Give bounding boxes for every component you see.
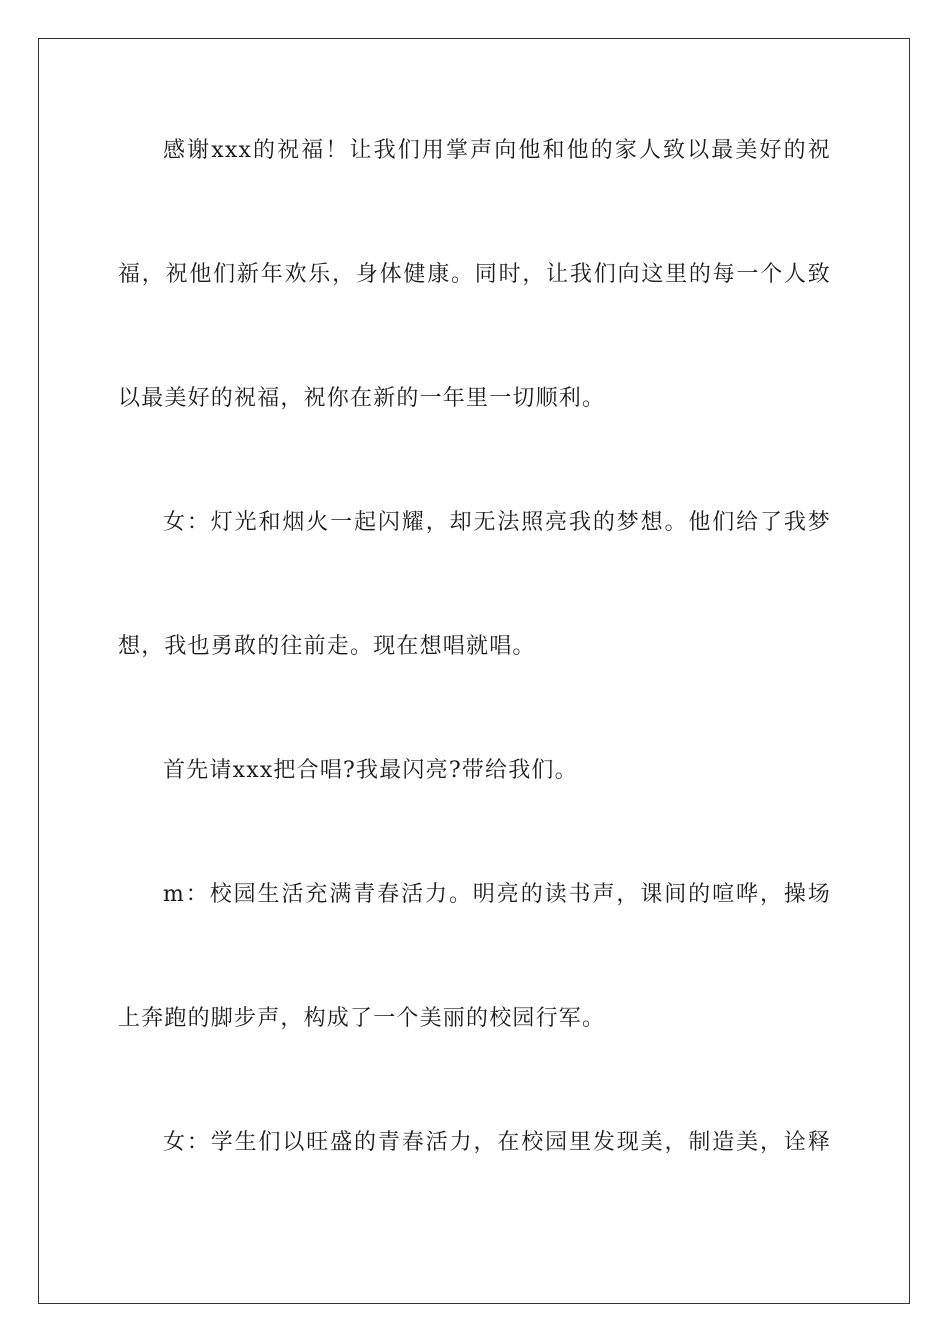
paragraph-5-line-1: 女：学生们以旺盛的青春活力，在校园里发现美，制造美，诠释 xyxy=(163,1130,831,1155)
paragraph-2-line-1: 女：灯光和烟火一起闪耀，却无法照亮我的梦想。他们给了我梦 xyxy=(163,510,831,535)
page-border xyxy=(38,38,910,1304)
paragraph-4-line-2: 上奔跑的脚步声，构成了一个美丽的校园行军。 xyxy=(118,1006,606,1031)
paragraph-1-line-2: 福，祝他们新年欢乐，身体健康。同时，让我们向这里的每一个人致 xyxy=(118,262,831,287)
paragraph-1-line-3: 以最美好的祝福，祝你在新的一年里一切顺利。 xyxy=(118,386,606,411)
paragraph-1-line-1: 感谢xxx的祝福！让我们用掌声向他和他的家人致以最美好的祝 xyxy=(163,138,831,163)
paragraph-4-line-1: m：校园生活充满青春活力。明亮的读书声，课间的喧哗，操场 xyxy=(163,882,831,907)
paragraph-3-line-1: 首先请xxx把合唱?我最闪亮?带给我们。 xyxy=(163,758,578,783)
paragraph-2-line-2: 想，我也勇敢的往前走。现在想唱就唱。 xyxy=(118,634,536,659)
